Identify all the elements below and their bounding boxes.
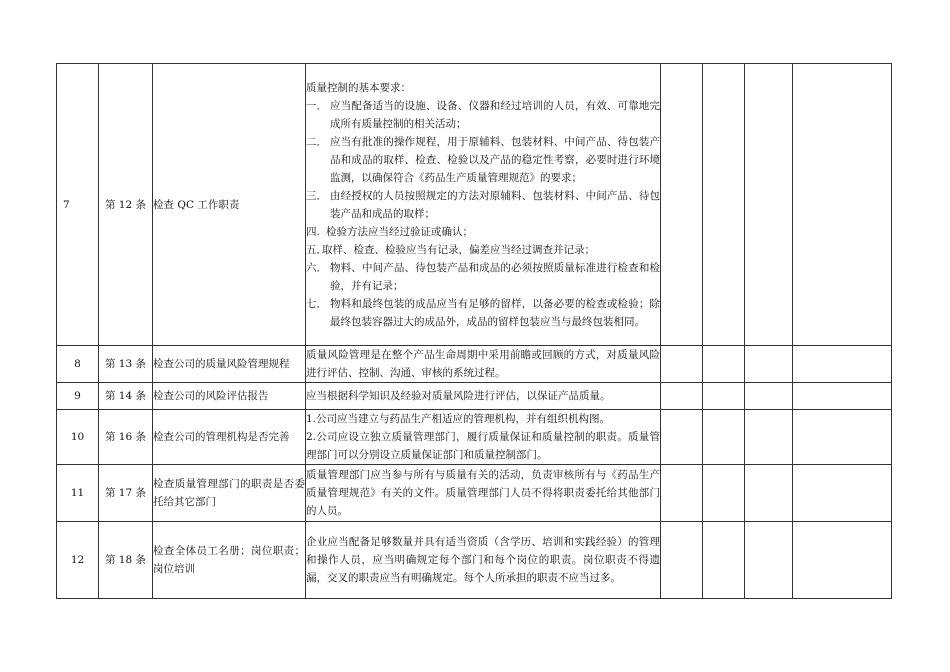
- requirement-line: 2.公司应设立独立质量管理部门，履行质量保证和质量控制的职责。质量管理部门可以分别设立质量保证部门和质量控制部门。: [306, 431, 660, 461]
- empty-cell: [661, 410, 703, 465]
- table-row: [57, 410, 892, 465]
- empty-cell: [745, 346, 793, 383]
- checklist-table: [56, 63, 892, 599]
- article-cell: 第 14 条: [99, 383, 153, 410]
- check-item-cell: 检查公司的管理机构是否完善: [153, 410, 306, 465]
- empty-cell: [703, 346, 745, 383]
- requirement-item: 四. 检验方法应当经过验证或确认；: [306, 225, 473, 238]
- empty-cell: [661, 383, 703, 410]
- empty-cell: [703, 383, 745, 410]
- table-row: [57, 522, 892, 599]
- empty-cell: [793, 410, 892, 465]
- check-item-cell: 检查质量管理部门的职责是否委托给其它部门: [153, 465, 306, 522]
- article-cell: 第 18 条: [99, 522, 153, 599]
- check-item-cell: 检查公司的质量风险管理规程: [153, 346, 306, 383]
- empty-cell: [745, 465, 793, 522]
- article-cell: 第 17 条: [99, 465, 153, 522]
- empty-cell: [793, 64, 892, 346]
- row-number: 9: [57, 383, 99, 410]
- requirement-item: 二． 应当有批准的操作规程，用于原辅料、包装材料、中间产品、待包装产品和成品的取样、检查、检验以及产品的稳定性考察，必要时进行环境监测，以确保符合《药品生产质量管理规范》的要求；: [306, 135, 660, 184]
- table-row: [57, 64, 892, 346]
- empty-cell: [793, 383, 892, 410]
- article-cell: 第 16 条: [99, 410, 153, 465]
- row-number: 8: [57, 346, 99, 383]
- table-row: [57, 346, 892, 383]
- requirement-intro: 质量控制的基本要求：: [306, 81, 411, 94]
- table-row: [57, 465, 892, 522]
- check-item-cell: 检查全体员工名册；岗位职责；岗位培训: [153, 522, 306, 599]
- empty-cell: [661, 64, 703, 346]
- check-item-cell: 检查 QC 工作职责: [153, 64, 306, 346]
- requirement-line: 1.公司应当建立与药品生产相适应的管理机构，并有组织机构图。: [306, 413, 611, 425]
- article-cell: 第 13 条: [99, 346, 153, 383]
- empty-cell: [745, 383, 793, 410]
- requirement-item: 一． 应当配备适当的设施、设备、仪器和经过培训的人员，有效、可靠地完成所有质量控制的相关活动；: [306, 99, 660, 130]
- table-row: [57, 383, 892, 410]
- row-number: 7: [57, 64, 99, 346]
- requirement-item: 五． 取样、检查、检验应当有记录，偏差应当经过调查并记录；: [306, 243, 595, 256]
- empty-cell: [793, 522, 892, 599]
- empty-cell: [703, 465, 745, 522]
- empty-cell: [661, 522, 703, 599]
- check-item-cell: 检查公司的风险评估报告: [153, 383, 306, 410]
- empty-cell: [745, 522, 793, 599]
- empty-cell: [661, 465, 703, 522]
- requirement-item: 六． 物料、中间产品、待包装产品和成品的必须按照质量标准进行检查和检验，并有记录；: [306, 261, 660, 292]
- requirement-cell: [306, 64, 661, 346]
- row-number: 10: [57, 410, 99, 465]
- requirement-item: 三． 由经授权的人员按照规定的方法对原辅料、包装材料、中间产品、待包装产品和成品的取样；: [306, 189, 660, 220]
- requirement-cell: 应当根据科学知识及经验对质量风险进行评估，以保证产品质量。: [306, 383, 661, 410]
- empty-cell: [703, 522, 745, 599]
- empty-cell: [745, 410, 793, 465]
- requirement-cell: 质量风险管理是在整个产品生命周期中采用前瞻或回顾的方式，对质量风险进行评估、控制、沟通、审核的系统过程。: [306, 346, 661, 383]
- article-cell: 第 12 条: [99, 64, 153, 346]
- empty-cell: [793, 465, 892, 522]
- requirement-cell: 质量管理部门应当参与所有与质量有关的活动，负责审核所有与《药品生产质量管理规范》有关的文件。质量管理部门人员不得将职责委托给其他部门的人员。: [306, 465, 661, 522]
- empty-cell: [703, 410, 745, 465]
- empty-cell: [793, 346, 892, 383]
- requirement-cell: 企业应当配备足够数量并具有适当资质（含学历、培训和实践经验）的管理和操作人员，应当明确规定每个部门和每个岗位的职责。岗位职责不得遗漏，交叉的职责应当有明确规定。每个人所承担的职责不应当过多。: [306, 522, 661, 599]
- requirement-cell: [306, 410, 661, 465]
- empty-cell: [661, 346, 703, 383]
- row-number: 12: [57, 522, 99, 599]
- requirement-item: 七． 物料和最终包装的成品应当有足够的留样，以备必要的检查或检验；除最终包装容器过大的成品外，成品的留样包装应当与最终包装相同。: [306, 297, 660, 328]
- empty-cell: [703, 64, 745, 346]
- row-number: 11: [57, 465, 99, 522]
- empty-cell: [745, 64, 793, 346]
